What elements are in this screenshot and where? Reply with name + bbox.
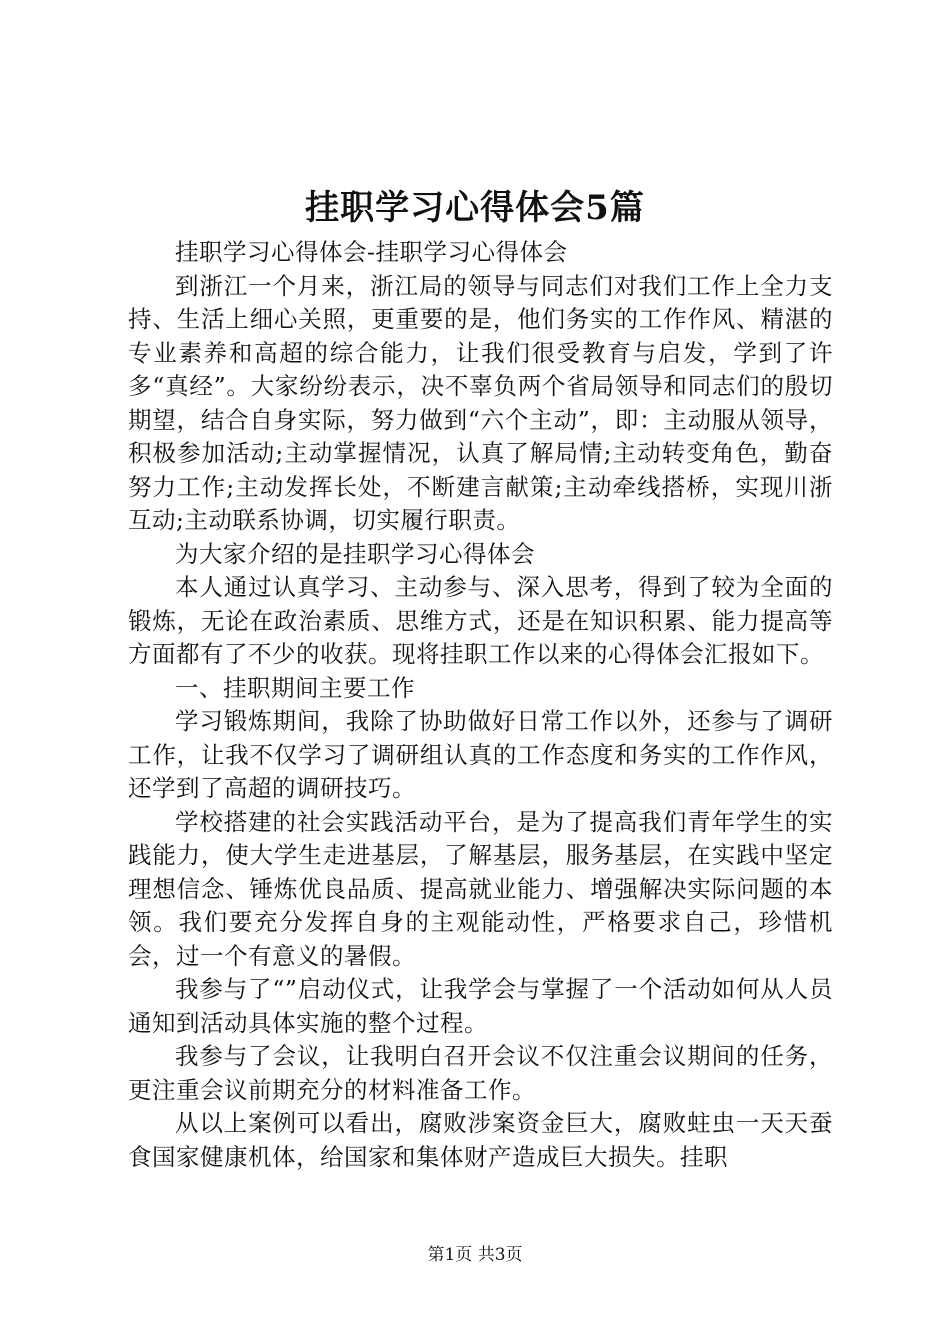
paragraph: 为大家介绍的是挂职学习心得体会 bbox=[175, 539, 535, 568]
document-title: 挂职学习心得体会5篇 bbox=[305, 188, 645, 228]
paragraph-subtitle: 挂职学习心得体会-挂职学习心得体会 bbox=[175, 238, 568, 266]
paragraph: 我参与了会议，让我明白召开会议不仅注重会议期间的任务，更注重会议前期充分的材料准备工作。 bbox=[128, 1042, 833, 1104]
paragraph: 我参与了“”启动仪式，让我学会与掌握了一个活动如何从人员通知到活动具体实施的整个过程。 bbox=[128, 975, 833, 1037]
paragraph: 到浙江一个月来，浙江局的领导与同志们对我们工作上全力支持、生活上细心关照，更重要的是，他们务实的工作作风、精湛的专业素养和高超的综合能力，让我们很受教育与启发，学到了许多“真经”。大家纷纷表示，决不辜负两个省局领导和同志们的殷切期望，结合自身实际，努力做到“六个主动”，即：主动服从领导，积极参加活动;主动掌握情况，认真了解局情;主动转变角色，勤奋努力工作;主动发挥长处，不断建言献策;主动牵线搭桥，实现川浙互动;主动联系协调，切实履行职责。 bbox=[128, 271, 833, 534]
page-footer: 第1页 共3页 bbox=[427, 1245, 523, 1265]
document-body bbox=[128, 236, 833, 1174]
paragraph: 从以上案例可以看出，腐败涉案资金巨大，腐败蛀虫一天天蚕食国家健康机体，给国家和集体财产造成巨大损失。挂职 bbox=[128, 1109, 833, 1171]
paragraph: 学校搭建的社会实践活动平台，是为了提高我们青年学生的实践能力，使大学生走进基层，了解基层，服务基层，在实践中坚定理想信念、锤炼优良品质、提高就业能力、增强解决实际问题的本领。我们要充分发挥自身的主观能动性，严格要求自己，珍惜机会，过一个有意义的暑假。 bbox=[128, 807, 833, 970]
section-heading: 一、挂职期间主要工作 bbox=[175, 673, 415, 702]
paragraph: 学习锻炼期间，我除了协助做好日常工作以外，还参与了调研工作，让我不仅学习了调研组认真的工作态度和务实的工作作风，还学到了高超的调研技巧。 bbox=[128, 707, 833, 802]
paragraph: 本人通过认真学习、主动参与、深入思考，得到了较为全面的锻炼，无论在政治素质、思维方式，还是在知识积累、能力提高等方面都有了不少的收获。现将挂职工作以来的心得体会汇报如下。 bbox=[128, 573, 833, 668]
